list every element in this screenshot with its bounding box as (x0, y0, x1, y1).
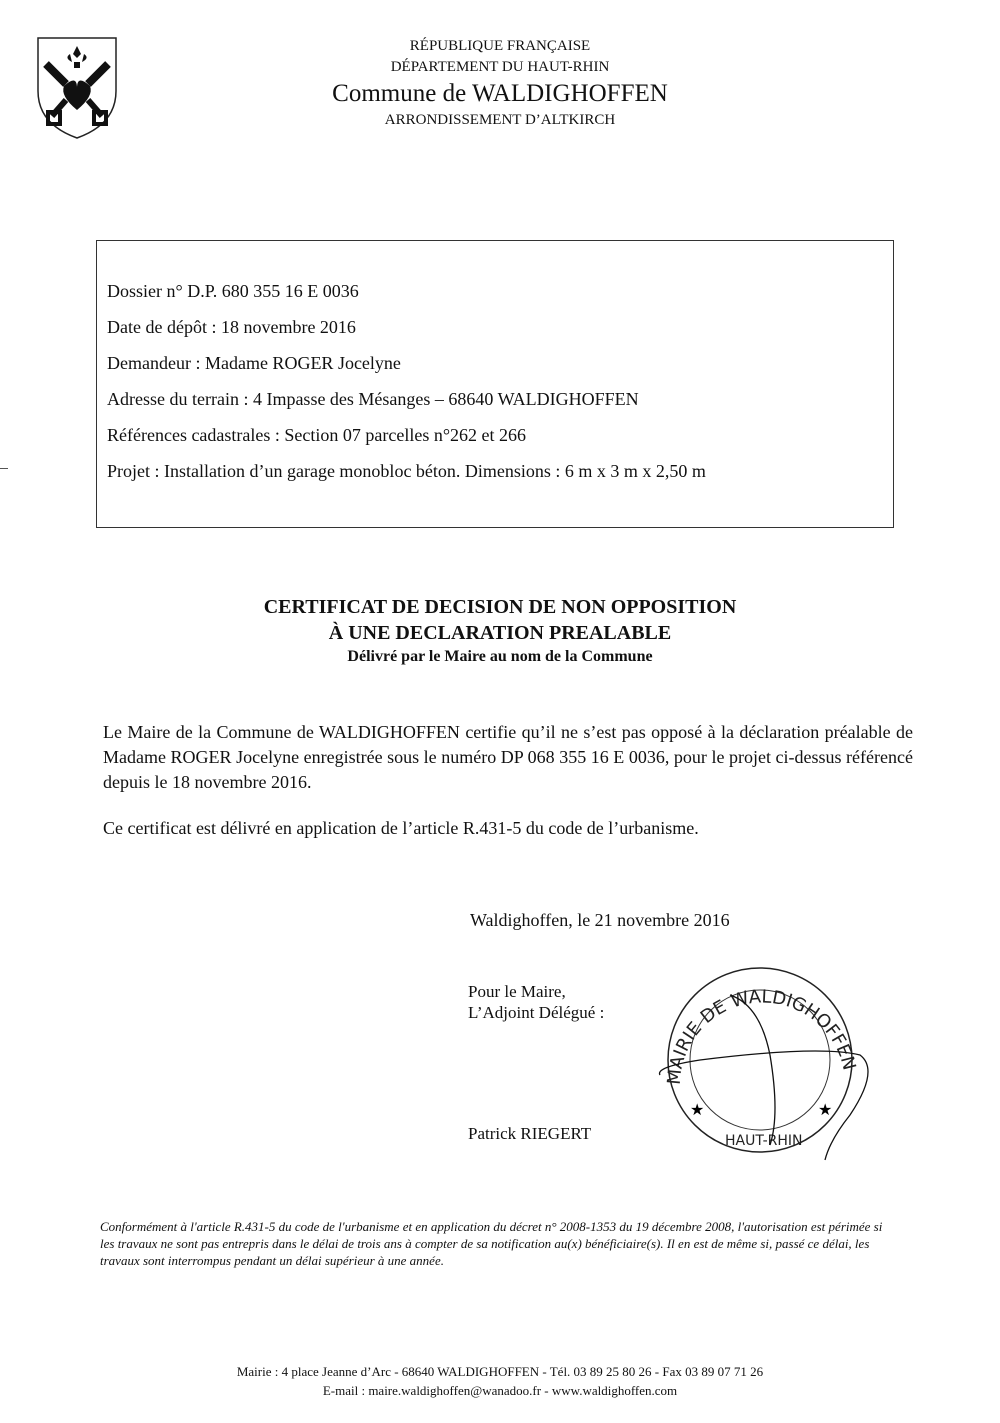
republique: RÉPUBLIQUE FRANÇAISE (409, 38, 591, 54)
cadastral-references: Références cadastrales : Section 07 parcelles n°262 et 266 (107, 425, 527, 445)
certification-paragraph: Le Maire de la Commune de WALDIGHOFFEN certifie qu’il ne s’est pas opposé à la déclaration préalable de Madame ROGER Jocelyne enregistrée sous le numéro DP 068 355 16 E 0036, pour le projet ci-dessus référencé depuis le 18 novembre 2016. (103, 722, 913, 792)
arrondissement: ARRONDISSEMENT D’ALTKIRCH (384, 112, 616, 128)
legal-note: Conformément à l'article R.431-5 du code de l'urbanisme et en application du décret n° 2008-1353 du 19 décembre 2008, l'autorisation est périmée si les travaux ne sont pas entrepris dans le délai de trois ans à compter de sa notification au(x) bénéficiaire(s). Il en est de même si, passé ce délai, les travaux sont interrompus pendant un délai supérieur à une année. (100, 1219, 883, 1268)
pour-le-maire: Pour le Maire, (468, 982, 566, 1001)
title-line-2: À UNE DECLARATION PREALABLE (328, 622, 672, 644)
footer-address: Mairie : 4 place Jeanne d’Arc - 68640 WALDIGHOFFEN - Tél. 03 89 25 80 26 - Fax 03 89 07 71 26 (236, 1364, 764, 1379)
stamp-bottom-text: HAUT-RHIN (725, 1133, 803, 1149)
letterhead (300, 36, 700, 131)
title-line-1: CERTIFICAT DE DECISION DE NON OPPOSITION (263, 596, 737, 618)
title-subtitle: Délivré par le Maire au nom de la Commune (347, 648, 653, 665)
signatory-role: L’Adjoint Délégué : (468, 1003, 605, 1022)
mairie-stamp-and-signature (640, 965, 880, 1180)
project: Projet : Installation d’un garage monobloc béton. Dimensions : 6 m x 3 m x 2,50 m (107, 461, 706, 481)
dossier-number: Dossier n° D.P. 680 355 16 E 0036 (107, 281, 359, 301)
star-icon: ★ (690, 1102, 705, 1119)
star-icon: ★ (818, 1102, 833, 1119)
place-date: Waldighoffen, le 21 novembre 2016 (470, 910, 730, 930)
footer (0, 1362, 1000, 1400)
stamp-text: MAIRIE DE WALDIGHOFFEN (663, 986, 860, 1086)
margin-mark (0, 468, 8, 469)
certificate-title (0, 594, 1000, 668)
legal-basis-paragraph: Ce certificat est délivré en application de l’article R.431-5 du code de l’urbanisme. (103, 818, 699, 838)
applicant: Demandeur : Madame ROGER Jocelyne (107, 353, 401, 373)
commune-name: Commune de WALDIGHOFFEN (332, 80, 668, 107)
deposit-date: Date de dépôt : 18 novembre 2016 (107, 317, 356, 337)
land-address: Adresse du terrain : 4 Impasse des Mésanges – 68640 WALDIGHOFFEN (107, 389, 639, 409)
coat-of-arms-icon (36, 36, 118, 140)
signatory-name: Patrick RIEGERT (468, 1124, 592, 1143)
dossier-box (96, 240, 894, 528)
departement: DÉPARTEMENT DU HAUT-RHIN (390, 59, 610, 75)
footer-contact: E-mail : maire.waldighoffen@wanadoo.fr - www.waldighoffen.com (322, 1383, 678, 1398)
